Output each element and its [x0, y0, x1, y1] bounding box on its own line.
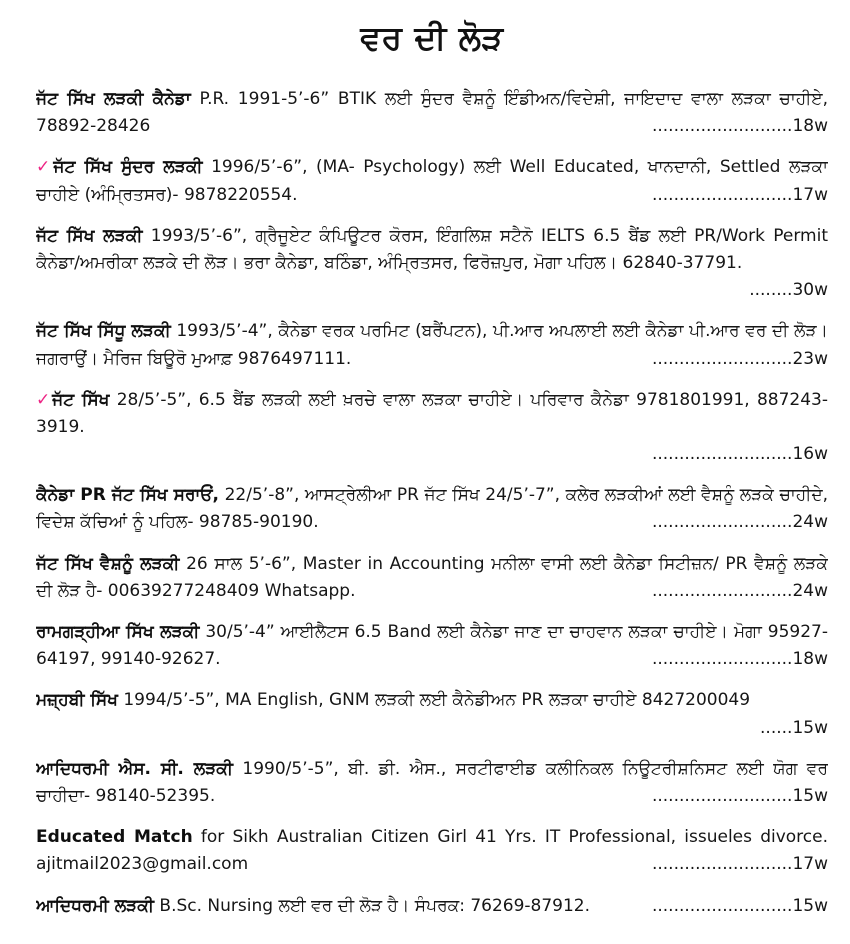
ad-entry [36, 756, 828, 810]
ad-entry [36, 482, 828, 536]
ad-wordcount: ..........................24w [651, 512, 828, 533]
ad-entry [36, 154, 828, 208]
ad-wordcount: ..........................15w [651, 785, 828, 806]
ad-wordcount: ..........................18w [651, 649, 828, 670]
ad-lead: ਜੱਟ ਸਿੱਖ [52, 389, 110, 410]
ad-lead: ਜੱਟ ਸਿੱਖ ਲੜਕੀ [36, 225, 143, 246]
ad-lead: ਜੱਟ ਸਿੱਖ ਸਿੱਧੂ ਲੜਕੀ [36, 321, 171, 342]
ad-entry [36, 551, 828, 605]
ad-wordcount: ..........................24w [651, 580, 828, 601]
ad-body: 26 ਸਾਲ 5’-6”, Master in Accounting ਮਨੀਲਾ ਵਾਸੀ ਲਈ ਕੈਨੇਡਾ ਸਿਟੀਜ਼ਨ/ PR ਵੈਸ਼ਨੂੰ ਲੜਕੇ ਦੀ ਲੋੜ ਹੈ- 00639277248409 Whatsapp. [36, 553, 828, 601]
ad-body: 1993/5’-6”, ਗ੍ਰੈਜੂਏਟ ਕੰਪਿਊਟਰ ਕੋਰਸ, ਇੰਗਲਿਸ਼ ਸਟੈਨੋ IELTS 6.5 ਬੈਂਡ ਲਈ PR/Work Permit ਕੈਨੇਡਾ/ਅਮਰੀਕਾ ਲੜਕੇ ਦੀ ਲੋੜ। ਭਰਾ ਕੈਨੇਡਾ, ਬਠਿੰਡਾ, ਅੰਮ੍ਰਿਤਸਰ, ਫਿਰੋਜ਼ਪੁਰ, ਮੋਗਾ ਪਹਿਲ। 62840-37791. [36, 225, 828, 273]
ad-lead: ਆਦਿਧਰਮੀ ਲੜਕੀ [36, 895, 154, 916]
ad-wordcount: ......15w [760, 717, 828, 738]
ad-wordcount: ..........................23w [651, 348, 828, 369]
ad-body: for Sikh Australian Citizen Girl 41 Yrs. IT Professional, issueles divorce. ajitmail2023@gmail.com [36, 827, 828, 875]
page-title: ਵਰ ਦੀ ਲੋੜ [360, 18, 504, 57]
ad-lead: Educated Match [36, 827, 193, 848]
ad-body: 1994/5’-5”, MA English, GNM ਲੜਕੀ ਲਈ ਕੈਨੇਡੀਅਨ PR ਲੜਕਾ ਚਾਹੀਏ 8427200049 [123, 690, 751, 711]
ad-lead: ਮਜ਼੍ਹਬੀ ਸਿੱਖ [36, 690, 118, 711]
ad-wordcount: ........30w [749, 280, 828, 301]
ad-wordcount: ..........................15w [651, 895, 828, 916]
ad-wordcount: ..........................17w [651, 854, 828, 875]
ad-body: 1996/5’-6”, (MA- Psychology) ਲਈ Well Educated, ਖਾਨਦਾਨੀ, Settled ਲੜਕਾ ਚਾਹੀਏ (ਅੰਮ੍ਰਿਤਸਰ)- 9878220554. [36, 157, 828, 205]
ad-body: 28/5’-5”, 6.5 ਬੈਂਡ ਲੜਕੀ ਲਈ ਖ਼ਰਚੇ ਵਾਲਾ ਲੜਕਾ ਚਾਹੀਏ। ਪਰਿਵਾਰ ਕੈਨੇਡਾ 9781801991, 887243-3919. [36, 389, 828, 437]
checkmark-icon: ✓ [36, 389, 53, 410]
ad-lead: ਆਦਿਧਰਮੀ ਐਸ. ਸੀ. ਲੜਕੀ [36, 758, 234, 779]
ad-entry [36, 318, 828, 372]
ad-entry [36, 86, 828, 140]
ad-lead: ਕੈਨੇਡਾ PR ਜੱਟ ਸਿੱਖ ਸਰਾਓਂ, [36, 485, 220, 506]
ad-wordcount: ..........................16w [651, 444, 828, 465]
ad-entry [36, 893, 828, 920]
ad-body: 1990/5’-5”, ਬੀ. ਡੀ. ਐਸ., ਸਰਟੀਫਾਈਡ ਕਲੀਨਿਕਲ ਨਿਊਟਰੀਸ਼ਨਿਸਟ ਲਈ ਯੋਗ ਵਰ ਚਾਹੀਦਾ- 98140-52395. [36, 758, 828, 806]
ad-entry [36, 387, 828, 469]
checkmark-icon: ✓ [36, 157, 54, 178]
ad-body: B.Sc. Nursing ਲਈ ਵਰ ਦੀ ਲੋੜ ਹੈ। ਸੰਪਰਕ: 76269-87912. [159, 895, 591, 916]
ad-lead: ਜੱਟ ਸਿੱਖ ਲੜਕੀ ਕੈਨੇਡਾ [36, 89, 191, 109]
ad-body: 30/5’-4” ਆਈਲੈਟਸ 6.5 Band ਲਈ ਕੈਨੇਡਾ ਜਾਣ ਦਾ ਚਾਹਵਾਨ ਲੜਕਾ ਚਾਹੀਏ। ਮੋਗਾ 95927-64197, 99140-92627. [36, 622, 828, 670]
ad-lead: ਜੱਟ ਸਿੱਖ ਸੁੰਦਰ ਲੜਕੀ [53, 157, 203, 178]
ad-body: 1993/5’-4”, ਕੈਨੇਡਾ ਵਰਕ ਪਰਮਿਟ (ਬਰੈਂਪਟਨ), ਪੀ.ਆਰ ਅਪਲਾਈ ਲਈ ਕੈਨੇਡਾ ਪੀ.ਆਰ ਵਰ ਦੀ ਲੋੜ। ਜਗਰਾਉਂ। ਮੈਰਿਜ ਬਿਊਰੋ ਮੁਆਫ਼ 9876497111. [36, 321, 828, 369]
ad-entry [36, 619, 828, 673]
ad-body: 22/5’-8”, ਆਸਟ੍ਰੇਲੀਆ PR ਜੱਟ ਸਿੱਖ 24/5’-7”, ਕਲੇਰ ਲੜਕੀਆਂ ਲਈ ਵੈਸ਼ਨੂੰ ਲੜਕੇ ਚਾਹੀਦੇ, ਵਿਦੇਸ਼ ਕੱਚਿਆਂ ਨੂੰ ਪਹਿਲ- 98785-90190. [36, 485, 828, 533]
ad-lead: ਰਾਮਗੜ੍ਹੀਆ ਸਿੱਖ ਲੜਕੀ [36, 622, 200, 642]
ad-lead: ਜੱਟ ਸਿੱਖ ਵੈਸ਼ਨੂੰ ਲੜਕੀ [36, 553, 180, 574]
ad-wordcount: ..........................17w [651, 184, 828, 205]
ad-wordcount: ..........................18w [651, 116, 828, 137]
ad-entry [36, 223, 828, 305]
ad-entry [36, 687, 828, 741]
ad-body: P.R. 1991-5’-6” BTIK ਲਈ ਸੁੰਦਰ ਵੈਸ਼ਨੂੰ ਇੰਡੀਅਨ/ਵਿਦੇਸ਼ੀ, ਜਾਇਦਾਦ ਵਾਲਾ ਲੜਕਾ ਚਾਹੀਏ, 78892-28426 [36, 89, 828, 137]
ad-entry [36, 824, 828, 878]
